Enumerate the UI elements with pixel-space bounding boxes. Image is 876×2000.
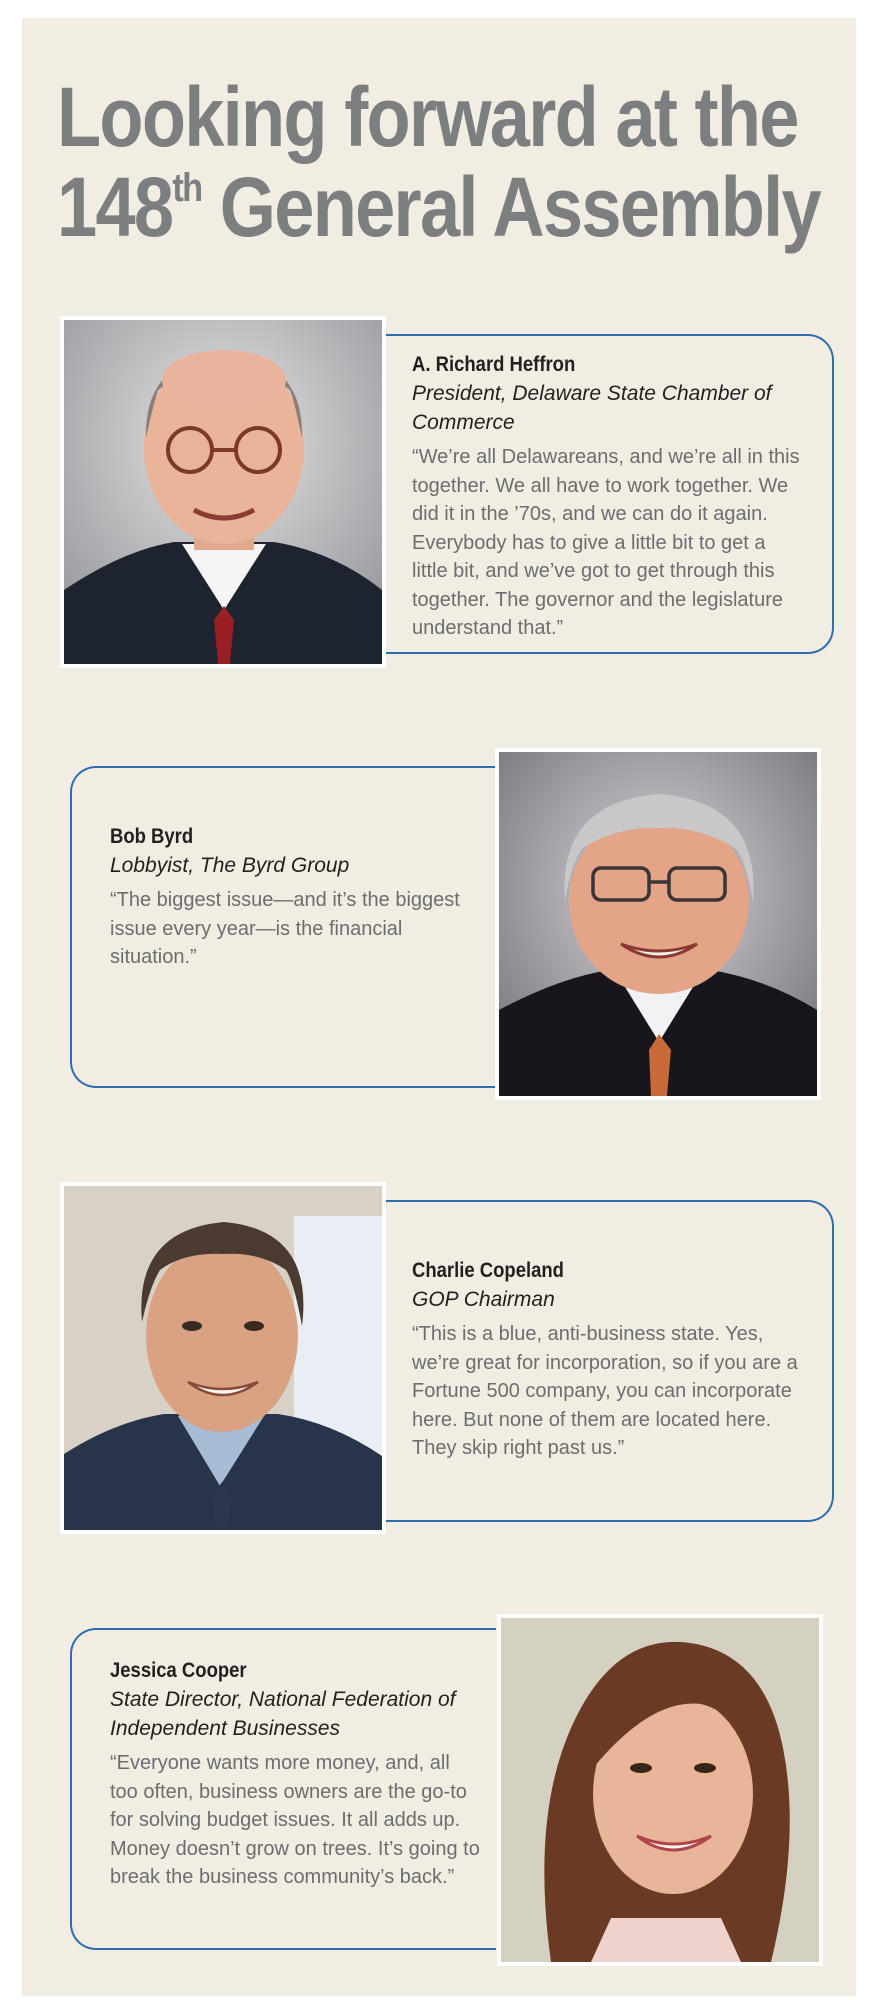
profile-name: Bob Byrd [110,825,194,848]
profile-quote: “We’re all Delawareans, and we’re all in this together. We all have to work together. We did it in the ’70s, and we can do it again. Everybody has to give a little bit to get a little bit, and we’ve got to get through this together. The governor and the legislature understand that.” [412,446,800,639]
profile-name: Jessica Cooper [110,1659,247,1682]
headline-line-1: Looking forward at the [57,70,798,164]
profile-quote: “Everyone wants more money, and, all too often, business owners are the go-to for solving budget issues. It all adds up. Money doesn’t grow on trees. It’s going to break the business community’s back.” [110,1752,480,1888]
profile-title: President, Delaware State Chamber of Commerce [412,382,772,434]
profile-name: A. Richard Heffron [412,353,576,376]
profile-title: GOP Chairman [412,1288,555,1311]
portrait-photo-byrd [495,748,821,1100]
profile-title: State Director, National Federation of Independent Businesses [110,1688,456,1740]
headline-line-2-rest: General Assembly [201,160,820,254]
profile-quote: “This is a blue, anti-business state. Yes, we’re great for incorporation, so if you are a Fortune 500 company, you can incorporate here. But none of them are located here. They skip right past us.” [412,1323,798,1459]
profile-text-copeland [412,1256,804,1463]
portrait-photo-copeland [60,1182,386,1534]
headline-ordinal-suffix: th [172,166,202,210]
portrait-photo-heffron [60,316,386,668]
profile-title: Lobbyist, The Byrd Group [110,854,350,877]
profile-text-byrd [110,822,480,972]
profile-text-cooper [110,1656,480,1892]
profile-name: Charlie Copeland [412,1259,564,1282]
portrait-photo-cooper [497,1614,823,1966]
profile-text-heffron [412,350,804,643]
headline [57,70,820,254]
headline-number: 148 [57,160,173,254]
profile-quote: “The biggest issue—and it’s the biggest issue every year—is the financial situation.” [110,889,460,968]
